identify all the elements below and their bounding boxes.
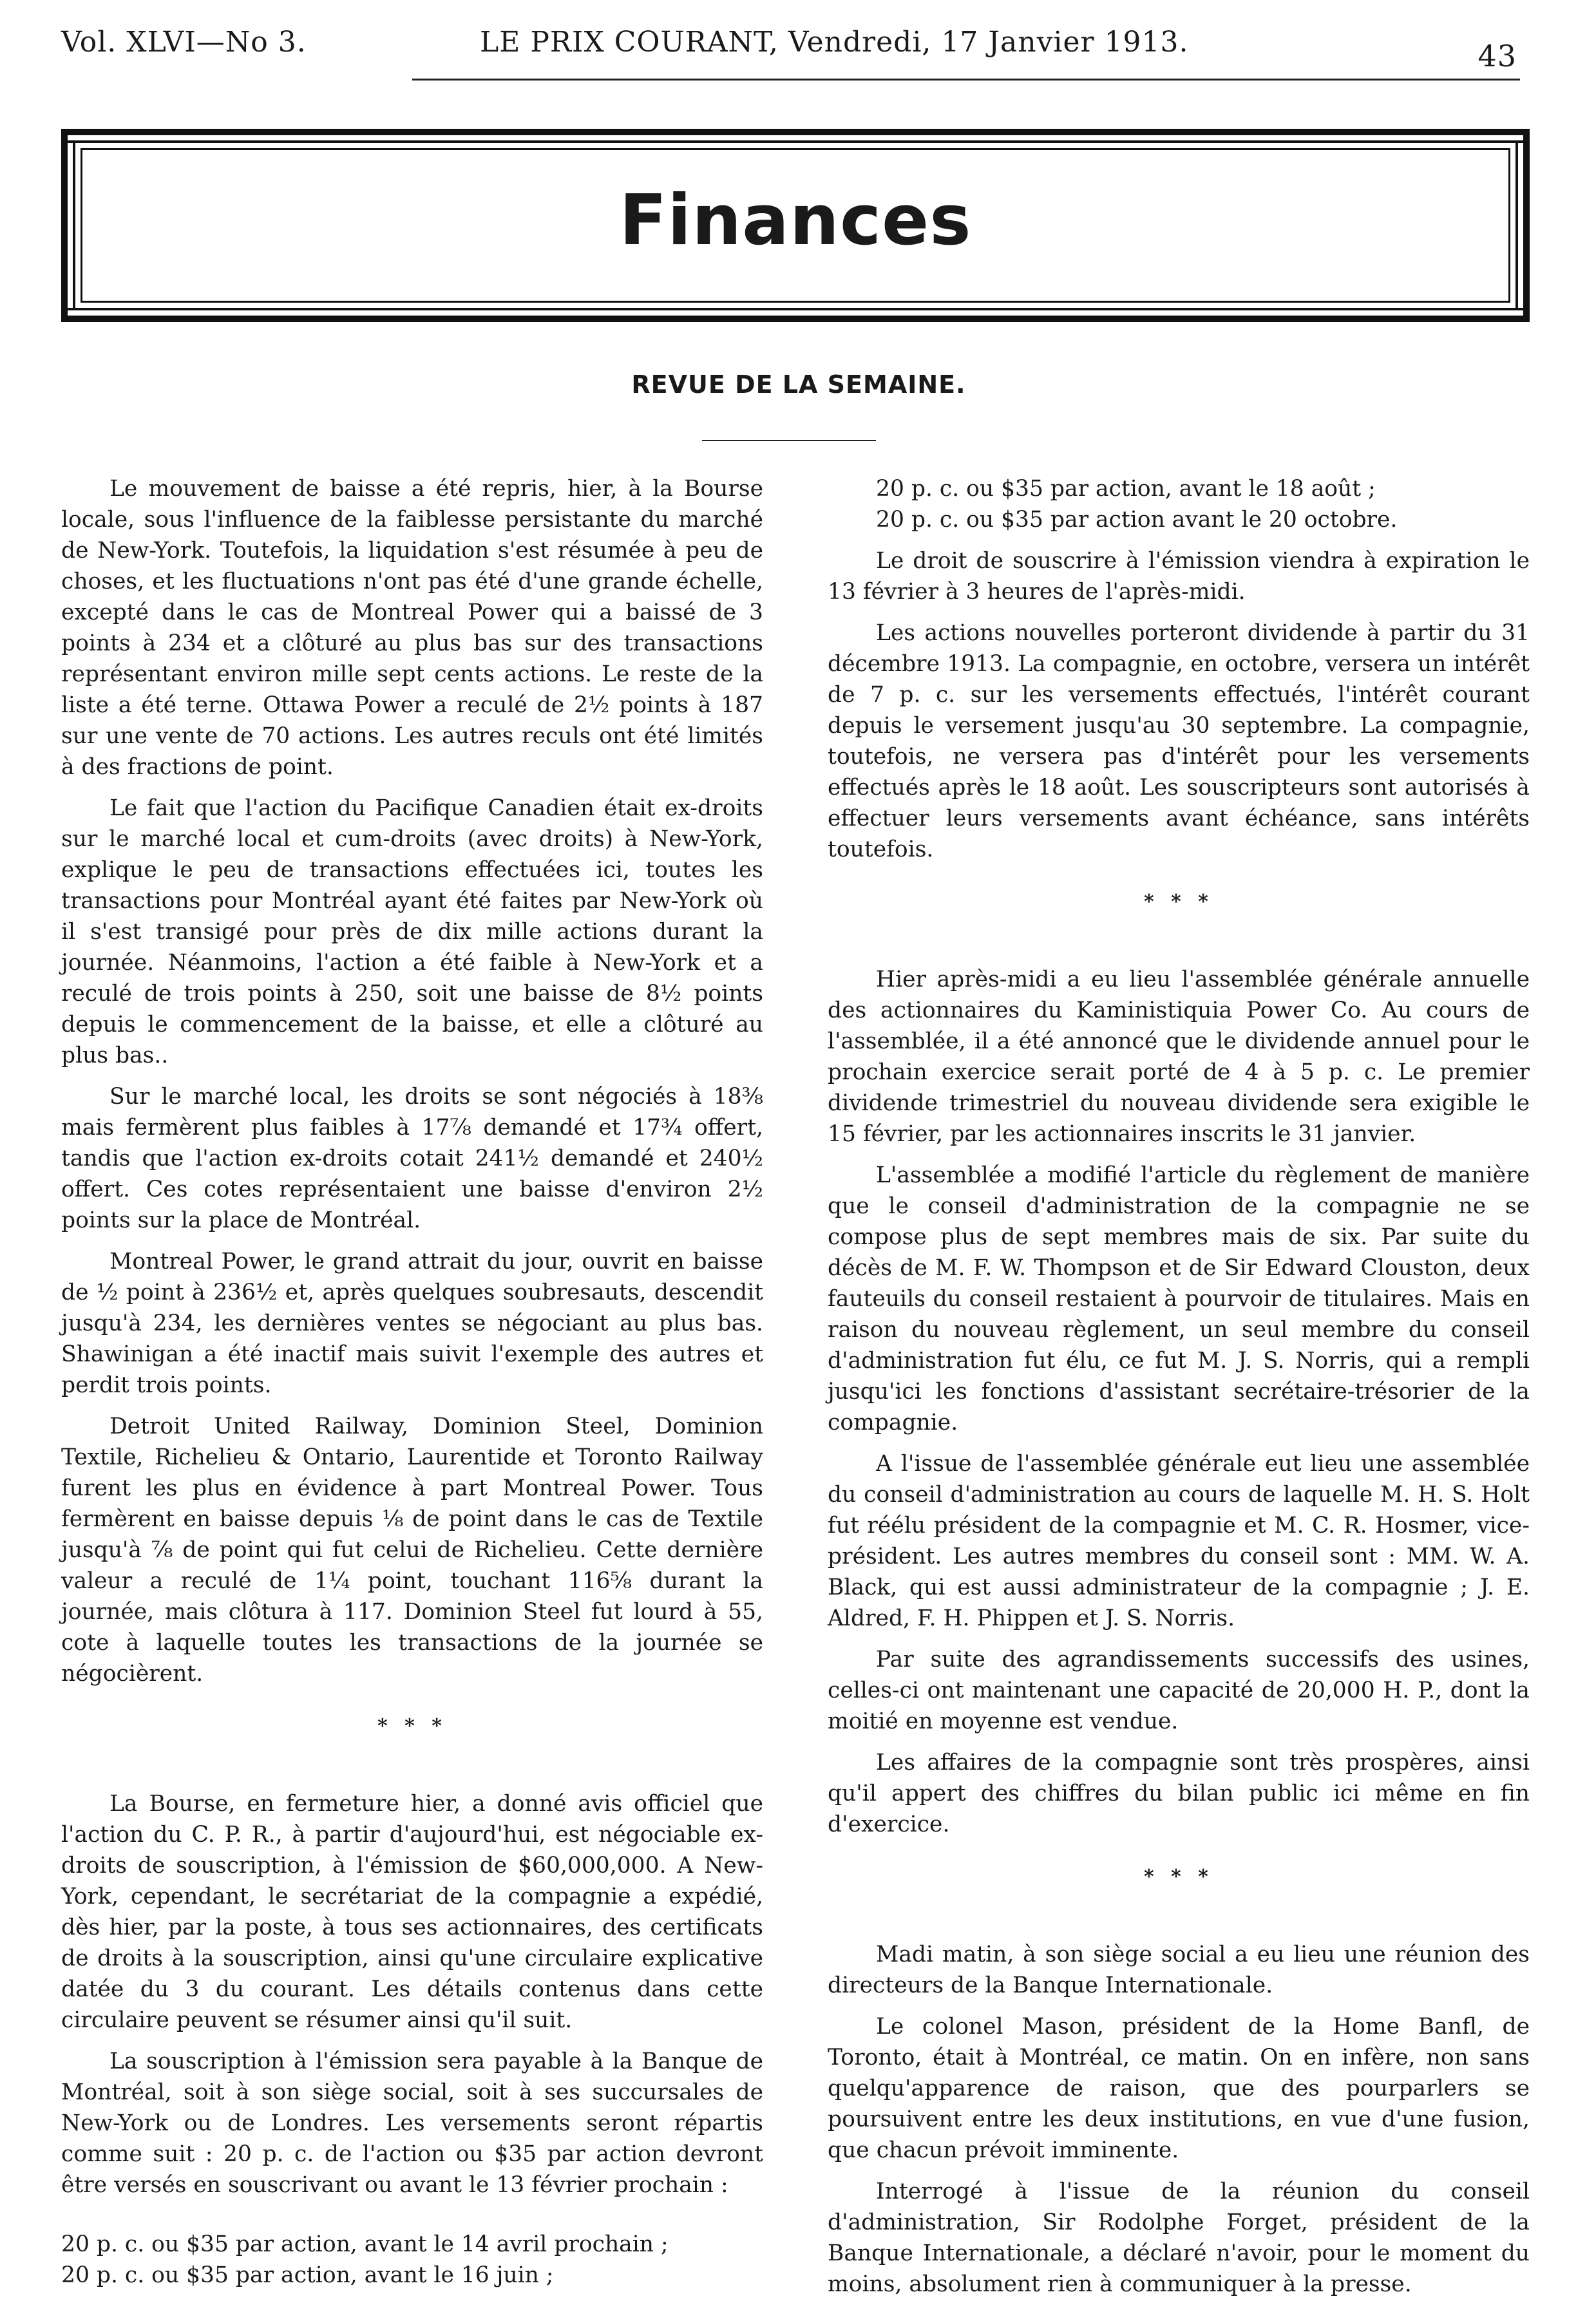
paragraph: Le colonel Mason, président de la Home Banfl, de Toronto, était à Montréal, ce matin. On en infère, non sans quelqu'apparence de raison, que des pourparlers se poursuivent entre les deux institutions, en vue d'une fusion, que chacun prévoit imminente. xyxy=(828,2014,1530,2163)
paragraph: L'assemblée a modifié l'article du règlement de manière que le conseil d'administration de la compagnie ne se compose plus de sept membres mais de six. Par suite du décès de M. F. W. Thompson et de Sir Edward Clouston, deux fauteuils du conseil restaient à pourvoir de titulaires. Mais en raison du nouveau règlement, un seul membre du conseil d'administration fut élu, ce fut M. J. S. Norris, qui a rempli jusqu'ici les fonctions d'assistant secrétaire-trésorier de la compagnie. xyxy=(828,1162,1530,1435)
paragraph: Par suite des agrandissements successifs des usines, celles-ci ont maintenant une capacité de 20,000 H. P., dont la moitié en moyenne est vendue. xyxy=(828,1647,1530,1734)
section-divider: * * * xyxy=(1144,1866,1213,1888)
installment-line: 20 p. c. ou $35 par action, avant le 14 avril prochain ; xyxy=(61,2231,669,2257)
banner-border-top xyxy=(61,129,1530,135)
masthead: LE PRIX COURANT, Vendredi, 17 Janvier 1913. xyxy=(480,26,1189,59)
paragraph: Interrogé à l'issue de la réunion du conseil d'administration, Sir Rodolphe Forget, président de la Banque Internationale, a déclaré n'avoir, pour le moment du moins, absolument rien à communiquer à la presse. xyxy=(828,2179,1530,2297)
section-rule xyxy=(702,440,876,441)
page-number: 43 xyxy=(1477,39,1517,73)
running-header xyxy=(61,26,1530,71)
paragraph: Les affaires de la compagnie sont très prospères, ainsi qu'il appert des chiffres du bilan public ici même en fin d'exercice. xyxy=(828,1750,1530,1837)
paragraph: Montreal Power, le grand attrait du jour, ouvrit en baisse de ½ point à 236½ et, après quelques soubresauts, descendit jusqu'à 234, les dernières ventes se négociant au plus bas. Shawinigan a été inactif mais suivit l'exemple des autres et perdit trois points. xyxy=(61,1249,763,1398)
installment-line: 20 p. c. ou $35 par action, avant le 16 juin ; xyxy=(61,2262,554,2288)
banner-border-bottom-inner xyxy=(61,308,1530,310)
paragraph: A l'issue de l'assemblée générale eut lieu une assemblée du conseil d'administration au cours de laquelle M. H. S. Holt fut réélu président de la compagnie et M. C. R. Hosmer, vice-président. Les autres membres du conseil sont : MM. W. A. Black, qui est aussi administrateur de la compagnie ; J. E. Aldred, F. H. Phippen et J. S. Norris. xyxy=(828,1451,1530,1631)
left-column xyxy=(61,473,763,2291)
section-divider: * * * xyxy=(1144,891,1213,913)
spacer xyxy=(61,2211,763,2229)
paragraph: Sur le marché local, les droits se sont négociés à 18⅜ mais fermèrent plus faibles à 17⅞ demandé et 17¾ offert, tandis que l'action ex-droits cotait 241½ demandé et 240½ offert. Ces cotes représentaient une baisse d'environ 2½ points sur la place de Montréal. xyxy=(61,1084,763,1233)
paragraph: Le fait que l'action du Pacifique Canadien était ex-droits sur le marché local et cum-droits (avec droits) à New-York, explique le peu de transactions effectuées ici, toutes les transactions pour Montréal ayant été faites par New-York où il s'est transigé pour près de dix mille actions durant la journée. Néanmoins, l'action a été faible à New-York et a reculé de trois points à 250, soit une baisse de 8½ points depuis le commencement de la baisse, et elle a clôturé au plus bas.. xyxy=(61,795,763,1068)
section-banner xyxy=(61,129,1530,322)
paragraph: Madi matin, à son siège social a eu lieu une réunion des directeurs de la Banque Internationale. xyxy=(828,1942,1530,1998)
right-column xyxy=(828,473,1530,2310)
header-rule xyxy=(412,79,1520,80)
volume-number: Vol. XLVI—No 3. xyxy=(61,26,307,59)
paragraph: Les actions nouvelles porteront dividende à partir du 31 décembre 1913. La compagnie, en octobre, versera un intérêt de 7 p. c. sur les versements effectués, l'intérêt courant depuis le versement jusqu'au 30 septembre. La compagnie, toutefois, ne versera pas d'intérêt pour les versements effectués après le 18 août. Les souscripteurs sont autorisés à effectuer leurs versements avant échéance, sans intérêts toutefois. xyxy=(828,620,1530,862)
paragraph: Detroit United Railway, Dominion Steel, Dominion Textile, Richelieu & Ontario, Laurentide et Toronto Railway furent les plus en évidence à part Montreal Power. Tous fermèrent en baisse depuis ⅛ de point dans le cas de Textile jusqu'à ⅞ de point qui fut celui de Richelieu. Cette dernière valeur a reculé de 1¼ point, touchant 116⅝ durant la journée, mais clôtura à 117. Dominion Steel fut lourd à 55, cote à laquelle toutes les transactions de la journée se négocièrent. xyxy=(61,1414,763,1687)
page-title: Finances xyxy=(619,180,972,261)
paragraph: Hier après-midi a eu lieu l'assemblée générale annuelle des actionnaires du Kaministiquia Power Co. Au cours de l'assemblée, il a été annoncé que le dividende annuel pour le prochain exercice serait porté de 4 à 5 p. c. Le premier dividende trimestriel du nouveau dividende sera exigible le 15 février, par les actionnaires inscrits le 31 janvier. xyxy=(828,967,1530,1147)
section-divider: * * * xyxy=(377,1715,447,1737)
paragraph: Le mouvement de baisse a été repris, hier, à la Bourse locale, sous l'influence de la faiblesse persistante du marché de New-York. Toutefois, la liquidation s'est résumée à peu de choses, et les fluctuations n'ont pas été d'une grande échelle, excepté dans le cas de Montreal Power qui a baissé de 3 points à 234 et a clôturé au plus bas sur des transactions représentant environ mille sept cents actions. Le reste de la liste a été terne. Ottawa Power a reculé de 2½ points à 187 sur une vente de 70 actions. Les autres reculs ont été limités à des fractions de point. xyxy=(61,476,763,780)
installment-line: 20 p. c. ou $35 par action, avant le 18 août ; xyxy=(876,476,1376,502)
banner-border-bottom xyxy=(61,316,1530,322)
installment-line: 20 p. c. ou $35 par action avant le 20 octobre. xyxy=(876,507,1398,533)
section-heading: REVUE DE LA SEMAINE. xyxy=(631,370,966,399)
banner-border-top-inner xyxy=(61,140,1530,143)
paragraph: Le droit de souscrire à l'émission viendra à expiration le 13 février à 3 heures de l'après-midi. xyxy=(828,548,1530,605)
paragraph: La Bourse, en fermeture hier, a donné avis officiel que l'action du C. P. R., à partir d'aujourd'hui, est négociable ex-droits de souscription, à l'émission de $60,000,000. A New-York, cependant, le secrétariat de la compagnie a expédié, dès hier, par la poste, à tous ses actionnaires, des certificats de droits à la souscription, ainsi qu'une circulaire explicative datée du 3 du courant. Les détails contenus dans cette circulaire peuvent se résumer ainsi qu'il suit. xyxy=(61,1791,763,2033)
paragraph: La souscription à l'émission sera payable à la Banque de Montréal, soit à son siège social, soit à ses succursales de New-York ou de Londres. Les versements seront répartis comme suit : 20 p. c. de l'action ou $35 par action devront être versés en souscrivant ou avant le 13 février prochain : xyxy=(61,2049,763,2198)
